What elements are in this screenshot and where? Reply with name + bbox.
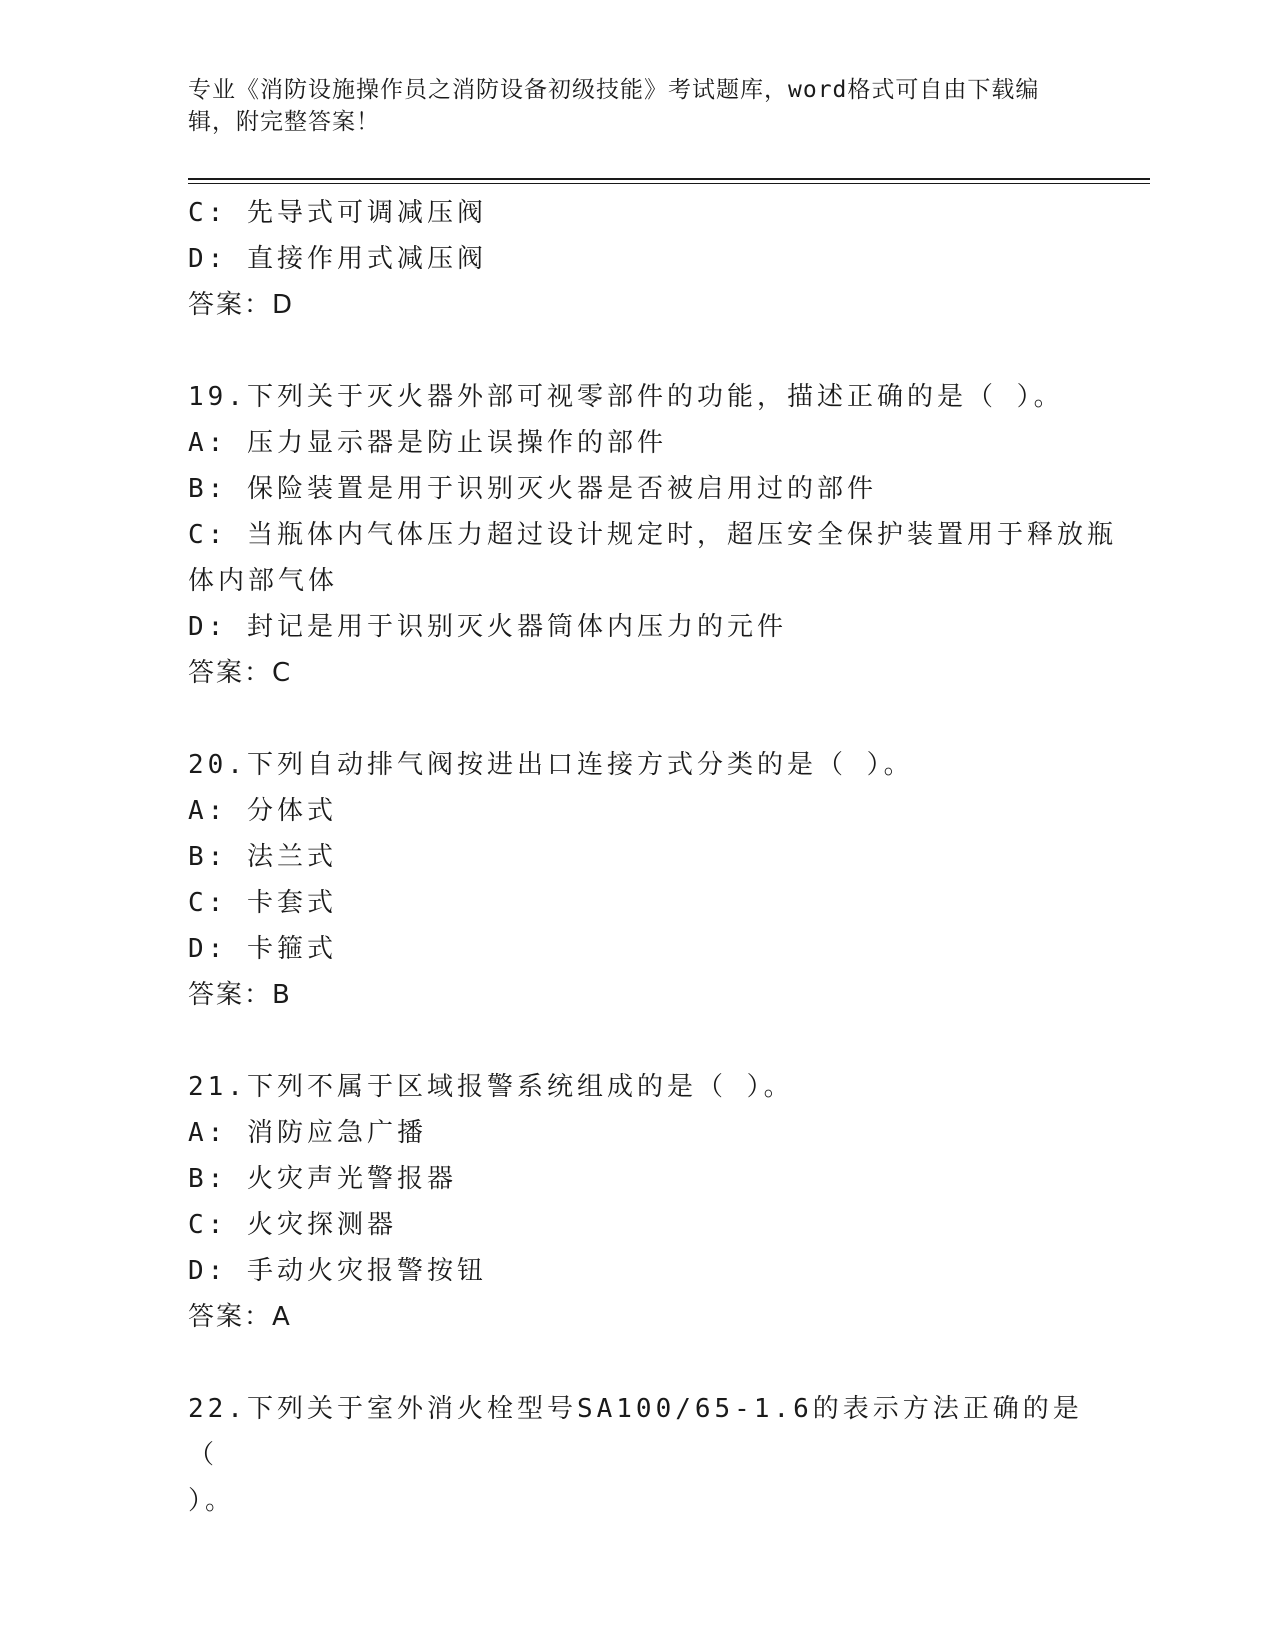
option-c: C: 先导式可调减压阀 [188, 198, 487, 228]
header-text-line-1: 专业《消防设施操作员之消防设备初级技能》考试题库，word格式可自由下载编 [188, 77, 1040, 103]
spacer [188, 696, 1088, 742]
answer: 答案：B [188, 980, 292, 1010]
option-d: D: 封记是用于识别灭火器筒体内压力的元件 [188, 612, 787, 642]
option-c-line-2: 体内部气体 [188, 566, 339, 596]
option-b: B: 火灾声光警报器 [188, 1164, 457, 1194]
question-19 [188, 374, 1117, 696]
answer: 答案：D [188, 290, 295, 320]
spacer [188, 1340, 1088, 1386]
option-a: A: 压力显示器是防止误操作的部件 [188, 428, 667, 458]
option-d: D: 卡箍式 [188, 934, 337, 964]
option-c: C: 卡套式 [188, 888, 337, 918]
question-18-tail [188, 190, 1088, 328]
question-stem-line-2: ）。 [188, 1486, 236, 1516]
option-a: A: 消防应急广播 [188, 1118, 427, 1148]
question-stem: 19.下列关于灭火器外部可视零部件的功能，描述正确的是（ ）。 [188, 382, 1064, 412]
header-text-line-2: 辑，附完整答案！ [188, 109, 380, 135]
question-stem: 21.下列不属于区域报警系统组成的是（ ）。 [188, 1072, 794, 1102]
option-a: A: 分体式 [188, 796, 337, 826]
option-c-line-1: C: 当瓶体内气体压力超过设计规定时，超压安全保护装置用于释放瓶 [188, 520, 1117, 550]
header-divider-thick [188, 178, 1150, 180]
document-header [188, 74, 1088, 138]
question-stem-line-1: 22.下列关于室外消火栓型号SA100/65-1.6的表示方法正确的是（ [188, 1394, 1083, 1470]
answer: 答案：A [188, 1302, 292, 1332]
question-20 [188, 742, 1088, 1018]
question-content [188, 190, 1117, 1524]
option-b: B: 保险装置是用于识别灭火器是否被启用过的部件 [188, 474, 877, 504]
option-b: B: 法兰式 [188, 842, 337, 872]
question-22 [188, 1386, 1088, 1524]
spacer [188, 328, 1088, 374]
option-d: D: 手动火灾报警按钮 [188, 1256, 487, 1286]
option-d: D: 直接作用式减压阀 [188, 244, 487, 274]
spacer [188, 1018, 1088, 1064]
question-stem: 20.下列自动排气阀按进出口连接方式分类的是（ ）。 [188, 750, 914, 780]
header-divider-thin [188, 183, 1150, 184]
question-21 [188, 1064, 1088, 1340]
option-c: C: 火灾探测器 [188, 1210, 397, 1240]
answer: 答案：C [188, 658, 293, 688]
